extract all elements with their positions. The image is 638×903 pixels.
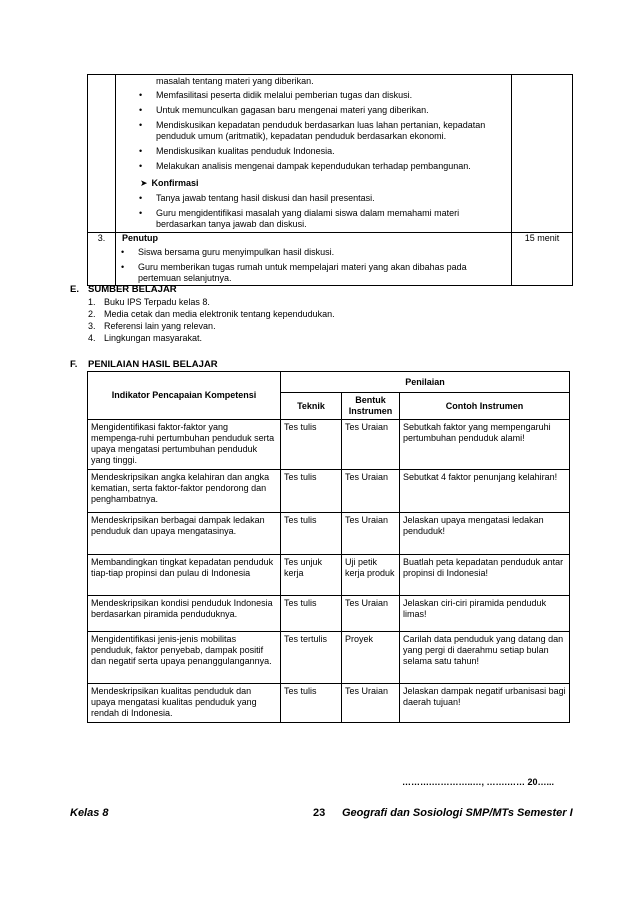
cell-indikator: Mendeskripsikan kondisi penduduk Indonesia berdasarkan piramida penduduknya. [88,596,281,632]
cell-indikator: Mendeskripsikan angka kelahiran dan angka kematian, serta faktor-faktor pendorong dan penghambatnya. [88,470,281,513]
assessment-table [87,371,570,723]
cell-teknik: Tes unjuk kerja [281,555,342,596]
section-letter: F. [70,359,78,370]
header-contoh: Contoh Instrumen [400,393,570,420]
list-item: • Mendiskusikan kualitas penduduk Indonesia. [116,146,511,157]
cell-teknik: Tes tulis [281,470,342,513]
footer-book-title: Geografi dan Sosiologi SMP/MTs Semester I [342,807,573,819]
table-row [88,596,570,632]
penutup-no: 3. [88,233,116,286]
cell-indikator: Mendeskripsikan berbagai dampak ledakan penduduk dan upaya mengatasinya. [88,513,281,555]
cell-bentuk: Uji petik kerja produk [342,555,400,596]
cell-indikator: Mengidentifikasi faktor-faktor yang mempenga-ruhi pertumbuhan penduduk serta upaya mengatasi pertumbuhan penduduk yang tinggi. [88,420,281,470]
table-row [88,684,570,723]
page-number: 23 [313,807,326,819]
list-item: 1. Buku IPS Terpadu kelas 8. [88,297,210,307]
section-title: SUMBER BELAJAR [88,284,177,295]
konfirmasi-title: Konfirmasi [151,178,199,188]
cell-contoh: Jelaskan dampak negatif urbanisasi bagi daerah tujuan! [400,684,570,723]
cell-teknik: Tes tulis [281,513,342,555]
list-item: 4. Lingkungan masyarakat. [88,333,203,343]
cell-bentuk: Tes Uraian [342,596,400,632]
list-item: • Siswa bersama guru menyimpulkan hasil diskusi. [116,247,511,258]
cell-bentuk: Proyek [342,632,400,684]
list-item: • Memfasilitasi peserta didik melalui pemberian tugas dan diskusi. [116,90,511,101]
cell-teknik: Tes tulis [281,420,342,470]
table-row [88,513,570,555]
arrow-bullet-icon: ➤ [140,178,148,188]
list-item: • Melakukan analisis mengenai dampak kependudukan terhadap pembangunan. [116,161,511,172]
cell-teknik: Tes tulis [281,596,342,632]
cell-indikator: Mengidentifikasi jenis-jenis mobilitas penduduk, faktor penyebab, dampak positif dan negatif serta upaya penanggulangannya. [88,632,281,684]
table-row [88,555,570,596]
cell-bentuk: Tes Uraian [342,420,400,470]
activity-table [87,74,573,286]
list-item: • Untuk memunculkan gagasan baru mengenai materi yang diberikan. [116,105,511,116]
list-item: • Mendiskusikan kepadatan penduduk berdasarkan luas lahan pertanian, kepadatan penduduk umum (aritmatik), kepadatan penduduk berdasarkan ekonomi. [116,120,511,142]
list-item: • Guru memberikan tugas rumah untuk mempelajari materi yang akan dibahas pada pertemuan selanjutnya. [116,262,511,284]
table-row [88,420,570,470]
section-title: PENILAIAN HASIL BELAJAR [88,359,218,370]
list-item: 3. Referensi lain yang relevan. [88,321,216,331]
cell-contoh: Jelaskan upaya mengatasi ledakan penduduk! [400,513,570,555]
cell-indikator: Mendeskripsikan kualitas penduduk dan upaya mengatasi kualitas penduduk yang rendah di Indonesia. [88,684,281,723]
footer-class: Kelas 8 [70,807,109,819]
cell-bentuk: Tes Uraian [342,513,400,555]
section-e-heading [70,284,177,295]
cell-contoh: Sebutkah faktor yang mempengaruhi pertumbuhan penduduk alami! [400,420,570,470]
list-item: 2. Media cetak dan media elektronik tentang kependudukan. [88,309,335,319]
section-f-heading [70,359,218,370]
list-item: • Guru mengidentifikasi masalah yang dialami siswa dalam memahami materi berdasarkan tanya jawab dan diskusi. [116,208,511,230]
signature-date-line: ……….…………..…, …….…… 20…... [402,777,555,787]
sumber-belajar-list [88,297,335,345]
cell-contoh: Jelaskan ciri-ciri piramida penduduk limas! [400,596,570,632]
konfirmasi-heading [116,178,511,189]
cell-teknik: Tes tulis [281,684,342,723]
activity-cell [116,75,512,233]
activity-time-cell [512,75,573,233]
penutup-cell [116,233,512,286]
table-row [88,470,570,513]
list-item: • Tanya jawab tentang hasil diskusi dan hasil presentasi. [116,193,511,204]
section-letter: E. [70,284,79,295]
penutup-time: 15 menit [512,233,573,286]
cell-contoh: Carilah data penduduk yang datang dan yang pergi di daerahmu setiap bulan selama satu tahun! [400,632,570,684]
penutup-title: Penutup [122,233,158,243]
header-indikator: Indikator Pencapaian Kompetensi [88,372,281,420]
cell-indikator: Membandingkan tingkat kepadatan penduduk tiap-tiap propinsi dan pulau di Indonesia [88,555,281,596]
cell-bentuk: Tes Uraian [342,684,400,723]
cell-teknik: Tes tertulis [281,632,342,684]
header-teknik: Teknik [281,393,342,420]
header-penilaian: Penilaian [281,372,570,393]
cell-contoh: Sebutkat 4 faktor penunjang kelahiran! [400,470,570,513]
activity-no-cell [88,75,116,233]
cell-bentuk: Tes Uraian [342,470,400,513]
table-row [88,632,570,684]
continuation-line: masalah tentang materi yang diberikan. [156,76,314,86]
header-bentuk: Bentuk Instrumen [342,393,400,420]
cell-contoh: Buatlah peta kepadatan penduduk antar propinsi di Indonesia! [400,555,570,596]
